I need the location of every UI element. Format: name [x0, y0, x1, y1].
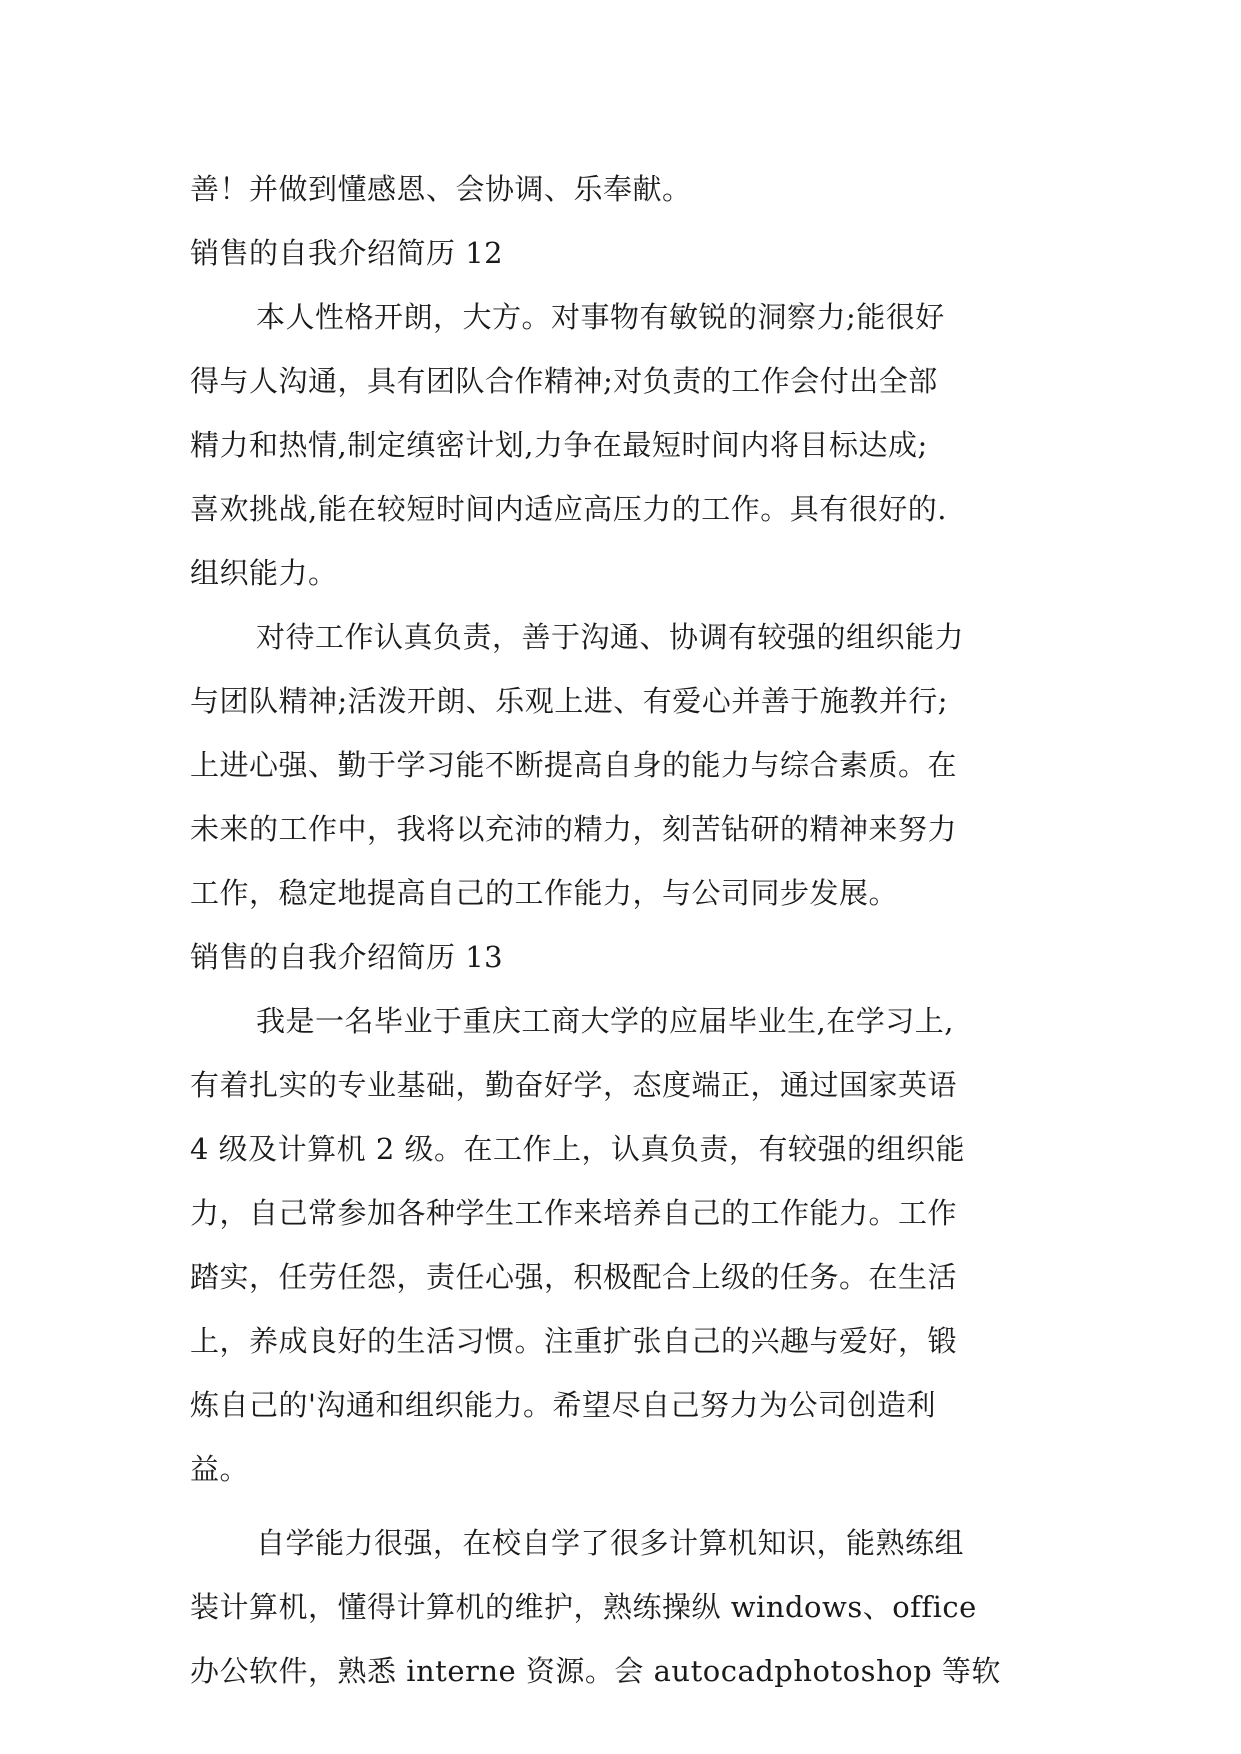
paragraph-line: 组织能力。 [190, 556, 338, 590]
paragraph-line: 上进心强、勤于学习能不断提高自身的能力与综合素质。在 [190, 748, 958, 782]
section-13-paragraph-1 [190, 989, 1060, 1501]
paragraph-spacer [190, 1501, 1060, 1511]
section-12-paragraph-1 [190, 285, 1060, 605]
paragraph-line: 我是一名毕业于重庆工商大学的应届毕业生,在学习上, [256, 1004, 954, 1038]
paragraph-line: 自学能力很强，在校自学了很多计算机知识，能熟练组 [256, 1526, 965, 1560]
paragraph-line: 益。 [190, 1452, 250, 1486]
paragraph-line: 工作，稳定地提高自己的工作能力，与公司同步发展。 [190, 876, 899, 910]
paragraph-line: 4 级及计算机 2 级。在工作上，认真负责，有较强的组织能 [190, 1132, 966, 1166]
paragraph-line: 上，养成良好的生活习惯。注重扩张自己的兴趣与爱好，锻 [190, 1324, 958, 1358]
paragraph-line: 未来的工作中，我将以充沛的精力，刻苦钻研的精神来努力 [190, 812, 958, 846]
paragraph-line: 对待工作认真负责，善于沟通、协调有较强的组织能力 [256, 620, 965, 654]
paragraph-line: 踏实，任劳任怨，责任心强，积极配合上级的任务。在生活 [190, 1260, 958, 1294]
paragraph-line: 精力和热情,制定缜密计划,力争在最短时间内将目标达成; [190, 428, 928, 462]
paragraph-line: 喜欢挑战,能在较短时间内适应高压力的工作。具有很好的. [190, 492, 947, 526]
paragraph-line: 有着扎实的专业基础，勤奋好学，态度端正，通过国家英语 [190, 1068, 958, 1102]
intro-tail-line: 善！并做到懂感恩、会协调、乐奉献。 [190, 172, 692, 206]
document-body [190, 157, 1060, 1703]
paragraph-line: 力，自己常参加各种学生工作来培养自己的工作能力。工作 [190, 1196, 958, 1230]
paragraph-line: 办公软件，熟悉 interne 资源。会 autocadphotoshop 等软 [190, 1654, 1001, 1688]
section-13-paragraph-2 [190, 1511, 1060, 1703]
paragraph-line: 本人性格开朗，大方。对事物有敏锐的洞察力;能很好 [256, 300, 945, 334]
section-13-heading: 销售的自我介绍简历 13 [190, 940, 504, 974]
paragraph-line: 得与人沟通，具有团队合作精神;对负责的工作会付出全部 [190, 364, 938, 398]
paragraph-line: 炼自己的'沟通和组织能力。希望尽自己努力为公司创造利 [190, 1388, 936, 1422]
section-12-heading: 销售的自我介绍简历 12 [190, 236, 504, 270]
section-12-paragraph-2 [190, 605, 1060, 925]
paragraph-line: 装计算机，懂得计算机的维护，熟练操纵 windows、office [190, 1590, 977, 1624]
paragraph-line: 与团队精神;活泼开朗、乐观上进、有爱心并善于施教并行; [190, 684, 949, 718]
